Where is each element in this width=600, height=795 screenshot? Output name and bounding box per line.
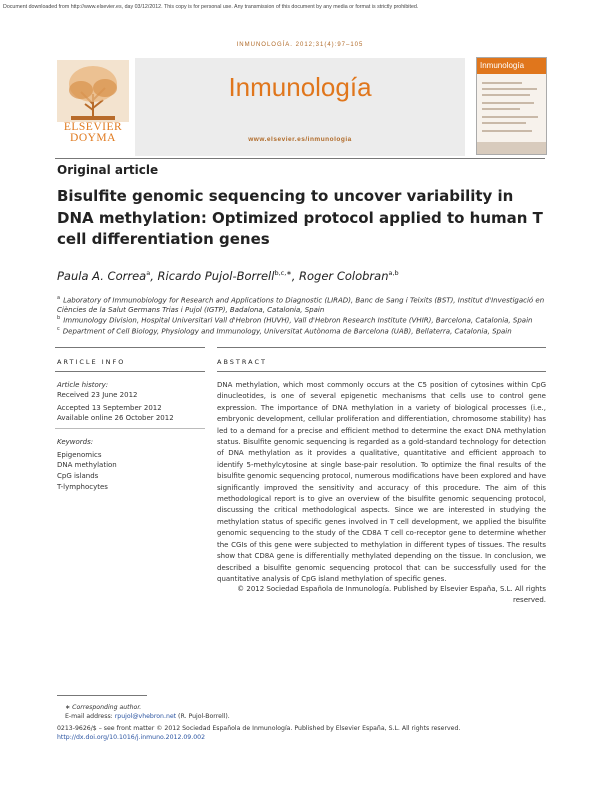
- author-affiliation-mark: a,b: [388, 269, 399, 278]
- abstract-rule: [217, 371, 546, 372]
- history-label: Article history:: [57, 381, 109, 389]
- received-date: Received 23 June 2012: [57, 391, 138, 399]
- corresponding-author-note: ∗ Corresponding author.: [65, 704, 142, 711]
- cover-title: Inmunología: [480, 61, 525, 70]
- keyword-item: DNA methylation: [57, 461, 117, 469]
- abstract-heading: ABSTRACT: [217, 358, 267, 366]
- publisher-name-line1: ELSEVIER: [63, 121, 123, 133]
- article-type: Original article: [57, 163, 159, 177]
- online-date: Available online 26 October 2012: [57, 414, 174, 422]
- keywords-divider: [55, 428, 205, 429]
- keywords-label: Keywords:: [57, 438, 94, 446]
- abstract-text: DNA methylation, which most commonly occurs at the C5 position of cytosines within CpG dinucleotides, is one of several epigenetic mechanisms that cells use to control gene expression. The importance of DNA methylation in a variety of biological processes (i.e., embryonic development, cellular proliferation and differentiation, chromosome stability) has led to a demand for a precise and efficient method to determine the exact DNA methylation status. Bisulfite genomic sequencing is regarded as a gold-standard technology for detection of DNA methylation as it provides a qualitative, quantitative and efficient approach to identify 5-methylcytosine at single base-pair resolution. To optimize the final results of the bisulfite genomic sequencing protocol, numerous modifications have been explored and have significantly improved the sensitivity and accuracy of this procedure. The aim of this methodological report is to give an overview of the bisulfite genomic sequencing protocol, discussing the critical methodological aspects. Since we are interested in studying the methylation status of specific genes involved in T cell development, we applied the bisulfite genomic sequencing to the study of the CD8A T cell co-receptor gene to determine whether the CGIs of this gene were subjected to methylation in different types of tissues. The results show that CD8A gene is differentially methylated depending on the tissue. In conclusion, we described a bisulfite genomic sequencing protocol that can be successfully used for the quantitative analysis of CpG island methylation of specific genes.: [217, 381, 546, 583]
- author-affiliation-mark: b,c,∗: [274, 269, 292, 278]
- download-notice: Document downloaded from http://www.elsevier.es, day 03/12/2012. This copy is for personal use. Any transmission of this document by any media or format is strictly prohibited.: [3, 4, 419, 10]
- abstract-copyright: © 2012 Sociedad Española de Inmunología. Published by Elsevier España, S.L. All rights reserved.: [237, 585, 546, 605]
- affiliation-b: $^b$ Immunology Division, Hospital Universitari Vall d'Hebron (HUVH), Vall d'Hebron Research Institute (VHIR), Barcelona, Catalonia, Spain: [57, 315, 533, 325]
- issn-line: 0213-9626/$ – see front matter © 2012 Sociedad Española de Inmunología. Published by Elsevier España, S.L. All rights reserved.: [57, 725, 461, 732]
- journal-reference: INMUNOLOGÍA. 2012;31(4):97–105: [236, 42, 364, 48]
- accepted-date: Accepted 13 September 2012: [57, 404, 162, 412]
- article-title: Bisulfite genomic sequencing to uncover variability in DNA methylation: Optimized protocol applied to human T cell differentiation genes: [57, 187, 543, 248]
- author-name: Ricardo Pujol-Borrell: [157, 269, 275, 283]
- affiliation-a: $^a$ Laboratory of Immunobiology for Research and Applications to Diagnostic (LIRAD), Banc de Sang i Teixits (BST), Institut d'Investigació en Ciències de la Salut Germans Trias i Pujol (IGTP), Badalona, Catalonia, Spain: [57, 295, 545, 315]
- publisher-name-line2: DOYMA: [70, 132, 116, 144]
- article-info-heading: ARTICLE INFO: [57, 358, 126, 366]
- author-name: Roger Colobran: [299, 269, 389, 283]
- email-link[interactable]: rpujol@vhebron.net: [114, 713, 177, 720]
- header-divider: [55, 158, 545, 159]
- affiliation-c: $^c$ Department of Cell Biology, Physiology and Immunology, Universitat Autònoma de Barcelona (UAB), Bellaterra, Catalonia, Spain: [57, 326, 512, 336]
- author-name: Paula A. Correa: [57, 269, 147, 283]
- article-info-rule-top: [55, 347, 205, 348]
- publisher-logo-text: [50, 122, 136, 144]
- email-line: E-mail address: rpujol@vhebron.net (R. Pujol-Borrell).: [65, 713, 230, 720]
- doi-link[interactable]: http://dx.doi.org/10.1016/j.inmuno.2012.09.002: [57, 734, 206, 741]
- keyword-item: CpG islands: [57, 472, 99, 480]
- footnote-divider: [57, 695, 147, 696]
- journal-url-link[interactable]: www.elsevier.es/inmunologia: [248, 136, 352, 143]
- keyword-item: Epigenomics: [57, 451, 102, 459]
- article-info-rule: [55, 371, 205, 372]
- abstract-rule-top: [217, 347, 546, 348]
- journal-name: Inmunología: [228, 72, 372, 102]
- author-affiliation-mark: a: [146, 269, 151, 278]
- author-list: Paula A. Correa$^a$, Ricardo Pujol-Borrell$^{b,c,∗}$, Roger Colobran$^{a,b}$: [57, 269, 399, 283]
- journal-cover-thumbnail: [476, 57, 547, 155]
- keyword-item: T-lymphocytes: [57, 483, 108, 491]
